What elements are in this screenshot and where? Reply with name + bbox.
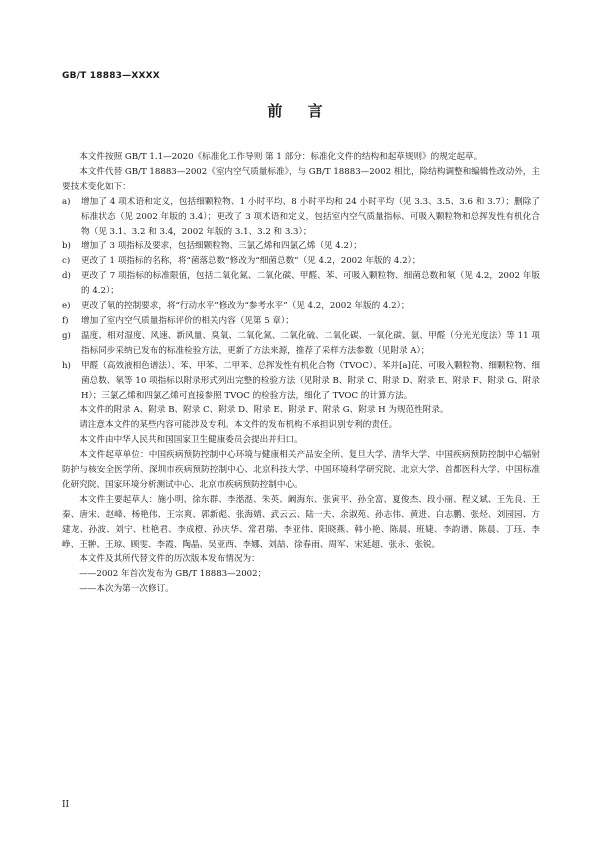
- history-line: ——本次为第一次修订。: [79, 584, 174, 595]
- list-label: d): [62, 271, 71, 282]
- paragraph: 本文件代替 GB/T 18883—2002《室内空气质量标准》，与 GB/T 18883—2002 相比，除结构调整和编辑性改动外，主要技术变化如下：: [62, 166, 540, 192]
- list-text: 增加了 3 项指标及要求，包括细颗粒物、三氯乙烯和四氯乙烯（见 4.2）；: [81, 241, 362, 252]
- change-item: [62, 195, 540, 240]
- list-text: 更改了氡的控制要求，将“行动水平”修改为“参考水平”（见 4.2，2002 年版的 4.2）；: [81, 301, 410, 312]
- list-label: e): [62, 301, 71, 312]
- foreword-body: [62, 150, 540, 597]
- document-number: GB/T 18883—XXXX: [62, 71, 160, 81]
- list-text: 增加了室内空气质量指标评价的相关内容（见第 5 章）；: [81, 315, 294, 326]
- list-label: h): [62, 360, 71, 371]
- page-title: 前 言: [267, 102, 333, 120]
- paragraph: 本文件起草单位：中国疾病预防控制中心环境与健康相关产品安全所、复旦大学、清华大学、中国疾病预防控制中心辐射防护与核安全医学所、深圳市疾病预防控制中心、北京科技大学、中国环境科学研究院、北京大学、首都医科大学、中国标准化研究院、国家环境分析测试中心、北京市疾病预防控制中心。: [62, 450, 540, 490]
- list-label: g): [62, 330, 71, 341]
- list-text: 更改了 7 项指标的标准限值，包括二氧化氮、二氧化碳、甲醛、苯、可吸入颗粒物、细菌总数和氡（见 4.2，2002 年版的 4.2）；: [81, 271, 540, 297]
- change-item: [62, 359, 540, 404]
- paragraph: 请注意本文件的某些内容可能涉及专利。本文件的发布机构不承担识别专利的责任。: [79, 420, 398, 431]
- change-item: [62, 299, 540, 314]
- paragraph: 本文件及其所代替文件的历次版本发布情况为：: [79, 554, 260, 565]
- list-text: 增加了 4 项术语和定义，包括细颗粒物、1 小时平均、8 小时平均和 24 小时平均（见 3.3、3.5、3.6 和 3.7）；删除了标准状态（见 2002 年版的 3.4）；更改了 3 项术语和定义，包括室内空气质量指标、可吸入颗粒物和总挥发性有机化合物（见 3.1、3.2 和 3.4，2002 年版的 3.1、3.2 和 3.3）；: [81, 196, 540, 237]
- list-text: 温度、相对湿度、风速、新风量、臭氧、二氧化氮、二氧化硫、二氧化碳、一氧化碳、氨、甲醛（分光光度法）等 11 项指标同步采纳已发布的标准检验方法，更新了方法来源，推荐了采样方法参数（见附录 A）；: [81, 330, 540, 356]
- list-label: b): [62, 241, 71, 252]
- paragraph: 本文件主要起草人：施小明、徐东群、李湉湉、朱英、阚海东、张寅平、孙全富、夏俊杰、段小丽、程义斌、王先良、王秦、唐宋、赵峰、杨艳伟、王宗爽、郭新彪、张海婧、武云云、陆一夫、余淑苑、孙志伟、黄进、白志鹏、张烃、刘园园、方建龙、孙波、刘宁、杜艳君、李成橙、孙庆华、常君瑞、李亚伟、阳晓燕、韩小艳、陈晨、班婕、李韵谱、陈晨、丁珏、李峥、王翀、王琼、顾雯、李霞、陶晶、吴亚西、李娜、刘喆、徐春雨、周军、宋延超、张永、张锐。: [62, 494, 540, 550]
- paragraph: 本文件由中华人民共和国国家卫生健康委员会提出并归口。: [79, 435, 303, 446]
- list-label: a): [62, 196, 71, 207]
- list-label: f): [62, 315, 69, 326]
- change-item: [62, 239, 540, 254]
- page-number: II: [62, 800, 70, 810]
- change-item: [62, 269, 540, 299]
- change-item: [62, 314, 540, 329]
- list-text: 甲醛（高效液相色谱法）、苯、甲苯、二甲苯、总挥发性有机化合物（TVOC）、苯并[a]芘、可吸入颗粒物、细颗粒物、细菌总数、氡等 10 项指标以附录形式列出完整的检验方法（见附录 B、附录 C、附录 D、附录 E、附录 F、附录 G、附录 H）；三氯乙烯和四氯乙烯可直接参照 TVOC 的检验方法，细化了 TVOC 的计算方法。: [81, 360, 540, 401]
- list-text: 更改了 1 项指标的名称，将“菌落总数”修改为“细菌总数”（见 4.2，2002 年版的 4.2）；: [81, 256, 421, 267]
- paragraph: 本文件的附录 A、附录 B、附录 C、附录 D、附录 E、附录 F、附录 G、附录 H 为规范性附录。: [79, 405, 449, 416]
- paragraph: 本文件按照 GB/T 1.1—2020《标准化工作导则 第 1 部分：标准化文件的结构和起草规则》的规定起草。: [79, 152, 483, 162]
- history-line: ——2002 年首次发布为 GB/T 18883—2002；: [79, 569, 267, 580]
- change-item: [62, 329, 540, 359]
- list-label: c): [62, 256, 71, 267]
- change-item: [62, 254, 540, 269]
